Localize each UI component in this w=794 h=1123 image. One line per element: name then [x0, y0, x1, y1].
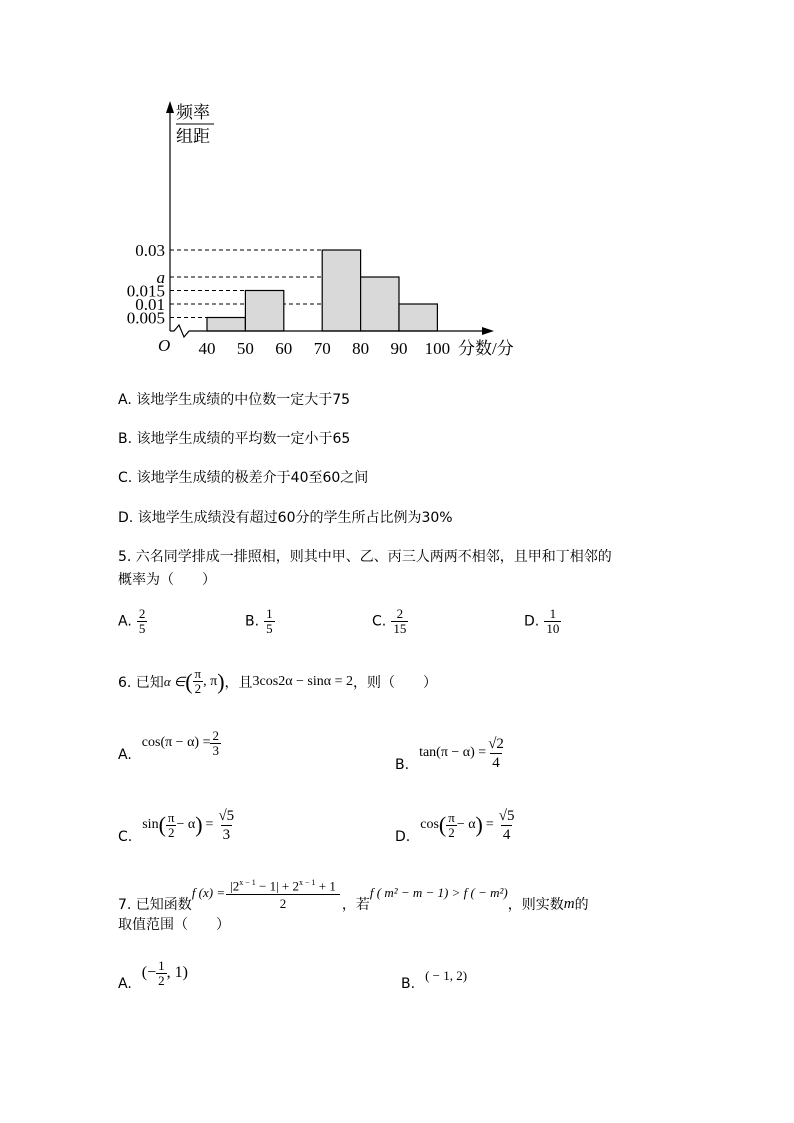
fraction: $\frac{1}{10}$ — [546, 606, 560, 636]
q4-option-d: D. 该地学生成绩没有超过60分的学生所占比例为30% — [118, 510, 453, 526]
fraction: $\frac{√5}{4}$ — [498, 807, 515, 843]
origin-label: O — [158, 336, 171, 355]
q7-condition: f ( m² − m − 1) > f ( − m²) — [369, 885, 508, 900]
q5-option-c — [372, 607, 408, 636]
option-label: D. — [524, 613, 540, 630]
q7-option-b — [401, 960, 467, 992]
q7-fx: f (x) = — [191, 885, 226, 900]
q7-function-fraction — [228, 874, 338, 912]
q5-option-a — [118, 607, 147, 636]
paren-right: , 1) — [166, 964, 188, 981]
y-axis-arrow — [166, 101, 174, 113]
y-label-bottom: 组距 — [176, 127, 210, 146]
option-label: D. — [395, 829, 411, 845]
q5-stem-line2: 概率为（ ） — [118, 572, 216, 588]
x-tick-label: 50 — [236, 339, 254, 358]
histogram-bar — [207, 318, 245, 332]
option-fn: sin — [142, 817, 159, 832]
fraction: $\frac{√5}{3}$ — [218, 807, 235, 843]
paren-close: ) — [195, 812, 203, 837]
q7-stem-line2: 取值范围（ ） — [118, 917, 230, 933]
q7-var-m: m — [563, 895, 575, 912]
q6-option-d — [395, 805, 517, 845]
y-tick-label: 0.03 — [135, 241, 165, 260]
q5-option-b — [245, 607, 275, 636]
option-label: B. — [401, 976, 416, 992]
x-tick-label: 100 — [424, 339, 451, 358]
option-expr: ( − 1, 2) — [425, 968, 468, 983]
fraction: $\frac{√2}{4}$ — [488, 735, 504, 771]
paren-open: ( — [185, 668, 193, 694]
q4-option-c: C. 该地学生成绩的极差介于40至60之间 — [118, 470, 369, 486]
fraction-denominator: 2 — [226, 894, 340, 912]
equals-sign: = — [205, 817, 214, 832]
q6-middle: ，且 — [224, 674, 253, 691]
fraction: $\frac{2}{3}$ — [212, 727, 219, 758]
histogram-bar — [245, 291, 283, 332]
histogram-bar — [399, 304, 437, 331]
q6-prefix: 6. 已知 — [118, 674, 164, 691]
x-tick-label: 90 — [390, 339, 408, 358]
paren-open: ( — [158, 812, 166, 837]
option-label: C. — [118, 829, 133, 845]
option-label: B. — [245, 613, 260, 630]
x-tick-label: 60 — [275, 339, 293, 358]
interval-fraction: $\frac{\pi}{2}$ — [194, 666, 202, 696]
q4-option-b: B. 该地学生成绩的平均数一定小于65 — [118, 431, 351, 447]
paren-close: ) — [217, 668, 225, 694]
option-expr: tan(π − α) = — [419, 745, 487, 760]
histogram-bar — [361, 277, 399, 331]
fraction: $\frac{2}{5}$ — [138, 606, 146, 636]
q6-option-c — [118, 805, 236, 845]
inner-fraction: $\frac{\pi}{2}$ — [167, 809, 175, 840]
q7-condition-pre: ，若 — [341, 897, 370, 913]
interval-right: , π — [203, 673, 218, 689]
q7-prefix: 7. 已知函数 — [118, 897, 192, 913]
q6-suffix: ，则（ ） — [353, 674, 437, 691]
x-axis-label: 分数/分 — [458, 339, 514, 358]
inner-fraction: $\frac{\pi}{2}$ — [448, 809, 455, 840]
fraction: $\frac{1}{5}$ — [266, 606, 273, 636]
option-label: A. — [118, 613, 132, 630]
q6-option-b — [395, 733, 506, 773]
x-tick-label: 70 — [313, 339, 331, 358]
q5-stem-line1: 5. 六名同学排成一排照相，则其中甲、乙、丙三人两两不相邻，且甲和丁相邻的 — [118, 549, 612, 565]
alpha-in: α ∈ — [163, 673, 186, 689]
fraction: $\frac{1}{2}$ — [158, 957, 165, 988]
q5-option-d — [524, 607, 561, 636]
q6-stem — [118, 667, 437, 696]
y-tick-label: a — [156, 268, 165, 287]
y-tick-label: 0.005 — [126, 308, 165, 328]
fraction: $\frac{2}{15}$ — [393, 606, 407, 636]
x-tick-labels — [199, 339, 451, 358]
frequency-histogram — [110, 95, 540, 370]
y-tick-labels — [127, 241, 165, 328]
q7-option-a — [118, 954, 188, 992]
x-tick-label: 40 — [198, 339, 216, 358]
paren-open: ( — [438, 812, 447, 837]
q4-option-a: A. 该地学生成绩的中位数一定大于75 — [118, 392, 351, 408]
y-tick-label: 0.015 — [126, 281, 165, 301]
paren-close: ) — [475, 812, 483, 837]
option-expr: cos(π − α) = — [141, 735, 211, 750]
q7-stem-line1 — [118, 872, 589, 914]
q6-equation: 3cos2α − sinα = 2 — [252, 673, 353, 689]
option-label: C. — [372, 613, 387, 630]
inner-rest: − α — [176, 817, 196, 832]
option-label: B. — [395, 757, 410, 773]
q7-condition-post: ，则实数 — [507, 897, 564, 913]
inner-rest: − α — [456, 817, 476, 832]
fraction-numerator: $|2^{x - 1} - 1| + 2^{x - 1} + 1$ — [230, 877, 336, 894]
y-tick-label: 0.01 — [135, 295, 165, 314]
y-label-top: 频率 — [176, 103, 210, 122]
paren-left: (− — [141, 964, 157, 981]
q6-option-a — [118, 727, 221, 763]
q7-tail: 的 — [574, 897, 589, 913]
x-axis-arrow — [482, 327, 494, 335]
histogram-bar — [322, 250, 360, 331]
option-fn: cos — [420, 817, 439, 832]
option-label: A. — [118, 976, 132, 992]
x-tick-label: 80 — [352, 339, 370, 358]
equals-sign: = — [485, 817, 494, 832]
option-label: A. — [118, 747, 132, 763]
